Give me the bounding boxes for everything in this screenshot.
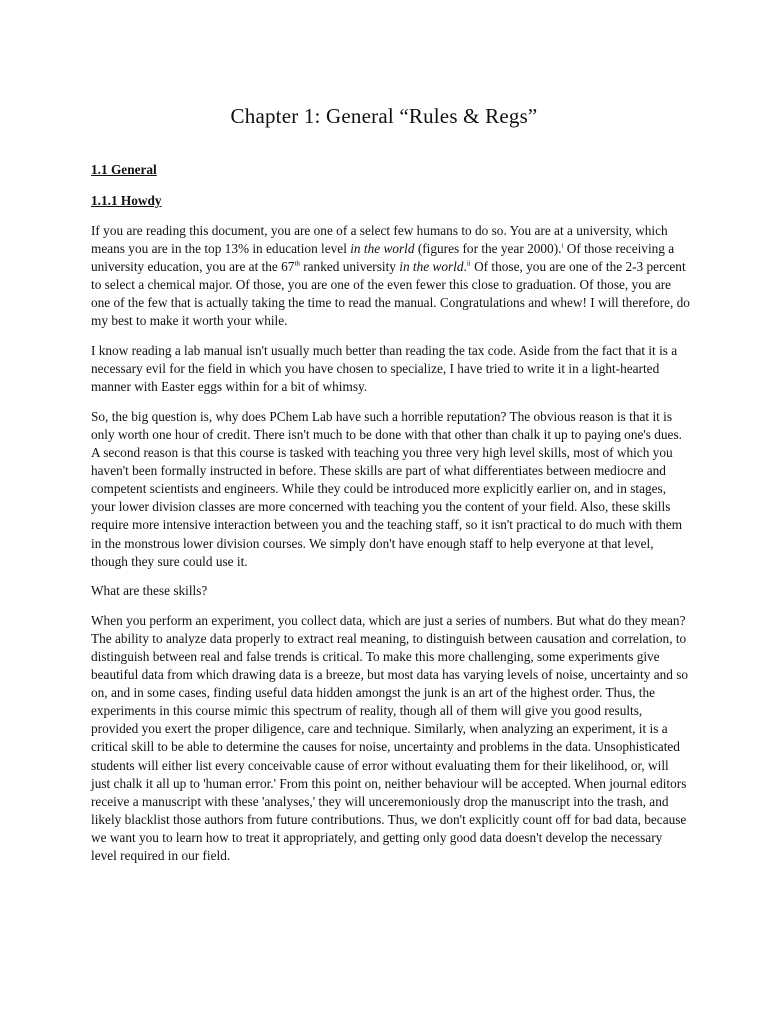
paragraph-1-text-a: If you are reading this document, you are one of a select few humans to do so. You are at a university, which means you are in the top 13% in education level — [91, 223, 668, 257]
body-text — [91, 222, 691, 877]
footnote-marker-ii[interactable]: ii — [466, 259, 471, 268]
emphasis-in-the-world-2: in the world — [399, 259, 464, 275]
paragraph-1 — [91, 222, 691, 331]
paragraph-3: So, the big question is, why does PChem Lab have such a horrible reputation? The obvious reason is that it is only worth one hour of credit. There isn't much to be done with that other than chalk it up to paying one's dues. A second reason is that this course is tasked with teaching you three very high level skills, most of which you haven't been formally instructed in before. These skills are part of what differentiates between mediocre and competent scientists and engineers. While they could be introduced more explicitly earlier on, and in stages, your lower division classes are more concerned with teaching you the content of your field. Also, these skills require more intensive interaction between you and the teaching staff, so it isn't practical to do much with them in the monstrous lower division courses. We simply don't have enough staff to help everyone at that level, though they sure could use it. — [91, 408, 683, 569]
paragraph-1-text-c: (figures for the year 2000). — [414, 241, 562, 257]
footnote-marker-i[interactable]: i — [561, 241, 564, 250]
paragraph-1-text-d: Of those receiving a university education, you are at the 67 — [91, 241, 675, 275]
paragraph-5: When you perform an experiment, you collect data, which are just a series of numbers. But what do they mean? The ability to analyze data properly to extract real meaning, to distinguish between causation and correlation, to distinguish between real and false trends is critical. To make this more challenging, some experiments give beautiful data from which drawing data is a breeze, but most data has varying levels of noise, uncertainty and so on, and in some cases, finding useful data hidden amongst the junk is an art of the highest order. Thus, the experiments in this course mimic this spectrum of reality, though all of them will give you good results, provided you exert the proper diligence, care and technique. Similarly, when analyzing an experiment, it is a critical skill to be able to determine the causes for noise, uncertainty and problems in the data. Unsophisticated students will either list every conceivable cause of error without evaluating them for their likelihood, or, will just chalk it all up to 'human error.' From this point on, neither behaviour will be accepted. When journal editors receive a manuscript with these 'analyses,' they will unceremoniously drop the manuscript into the trash, and likely blacklist those authors from future contributions. Thus, we don't explicitly count off for bad data, because we want you to learn how to treat it appropriately, and getting only good data doesn't develop the necessary level required in our field. — [91, 612, 689, 863]
paragraph-1-text-h: Of those, you are one of the 2-3 percent to select a chemical major. Of those, you are one of the even fewer this close to graduation. Of those, you are one of the few that is actually taking the time to read the manual. Congratulations and whew! I will therefore, do my best to make it worth your while. — [91, 259, 690, 329]
emphasis-in-the-world: in the world — [350, 241, 415, 257]
paragraph-1-text-e: ranked university — [299, 259, 400, 275]
section-heading: 1.1 General — [91, 162, 157, 177]
paragraph-2: I know reading a lab manual isn't usually much better than reading the tax code. Aside from the fact that it is a necessary evil for the field in which you have chosen to specialize, I have tried to write it in a light-hearted manner with Easter eggs within for a bit of whimsy. — [91, 343, 678, 395]
paragraph-1-text-g: . — [463, 259, 467, 275]
paragraph-4: What are these skills? — [91, 583, 208, 599]
ordinal-suffix: th — [294, 259, 300, 268]
subsection-heading: 1.1.1 Howdy — [91, 193, 162, 208]
chapter-title: Chapter 1: General “Rules & Regs” — [230, 104, 538, 128]
